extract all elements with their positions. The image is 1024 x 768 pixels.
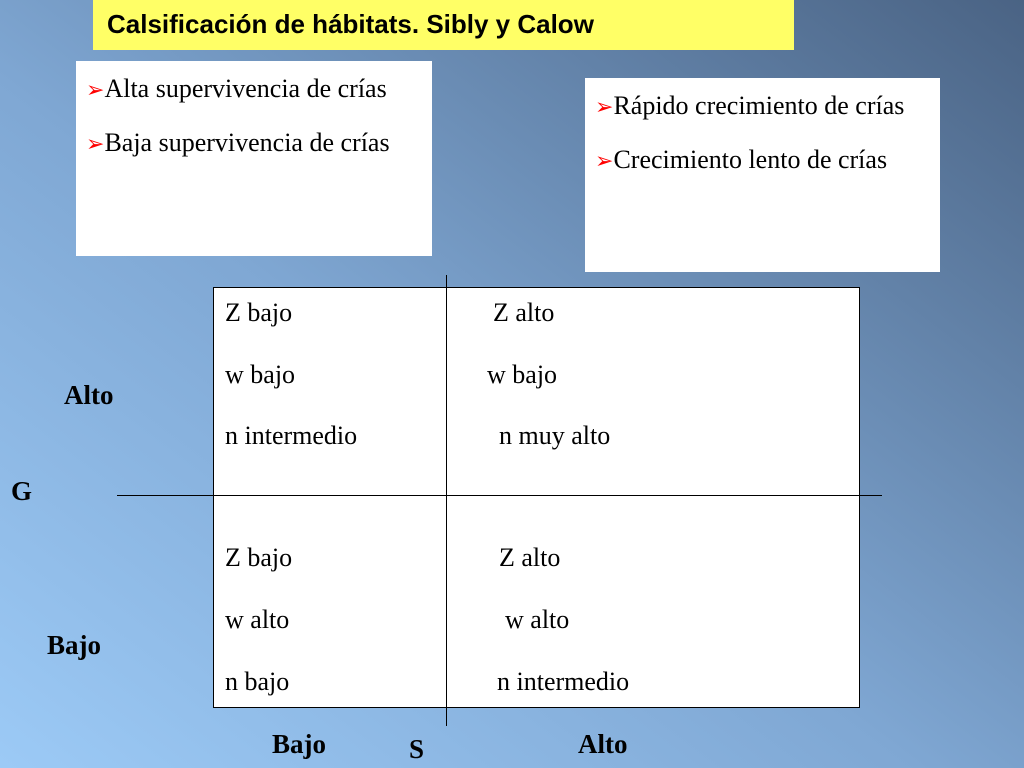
growth-item-slow: ➢Crecimiento lento de crías [595, 145, 888, 174]
arrow-bullet-icon: ➢ [86, 77, 105, 102]
arrow-bullet-icon: ➢ [595, 94, 614, 119]
quadrant-top-left-n: n intermedio [225, 421, 358, 450]
s-axis-line [446, 275, 447, 726]
quadrant-bottom-right-w: w alto [505, 605, 570, 634]
survival-item-high: ➢Alta supervivencia de crías [86, 74, 387, 103]
offspring-growth-box [585, 78, 940, 272]
g-axis-label: G [11, 476, 33, 506]
quadrant-top-right-n: n muy alto [499, 421, 611, 450]
quadrant-top-left-z: Z bajo [225, 298, 293, 327]
quadrant-top-right-w: w bajo [487, 360, 558, 389]
g-axis-line [117, 495, 882, 496]
quadrant-bottom-right-n: n intermedio [497, 667, 630, 696]
s-axis-high-label: Alto [578, 729, 628, 759]
growth-item-fast: ➢Rápido crecimiento de crías [595, 91, 905, 120]
g-axis-low-label: Bajo [47, 630, 101, 660]
quadrant-top-right-z: Z alto [493, 298, 555, 327]
quadrant-bottom-left-w: w alto [225, 605, 290, 634]
s-axis-label: S [409, 734, 425, 764]
habitat-matrix [213, 287, 860, 708]
quadrant-bottom-left-n: n bajo [225, 667, 290, 696]
survival-item-low: ➢Baja supervivencia de crías [86, 128, 390, 157]
g-axis-high-label: Alto [64, 380, 114, 410]
arrow-bullet-icon: ➢ [595, 148, 614, 173]
offspring-survival-box [76, 61, 432, 256]
quadrant-top-left-w: w bajo [225, 360, 296, 389]
quadrant-bottom-left-z: Z bajo [225, 543, 293, 572]
slide-title: Calsificación de hábitats. Sibly y Calow [93, 0, 794, 50]
s-axis-low-label: Bajo [272, 729, 326, 759]
arrow-bullet-icon: ➢ [86, 131, 105, 156]
quadrant-bottom-right-z: Z alto [499, 543, 561, 572]
